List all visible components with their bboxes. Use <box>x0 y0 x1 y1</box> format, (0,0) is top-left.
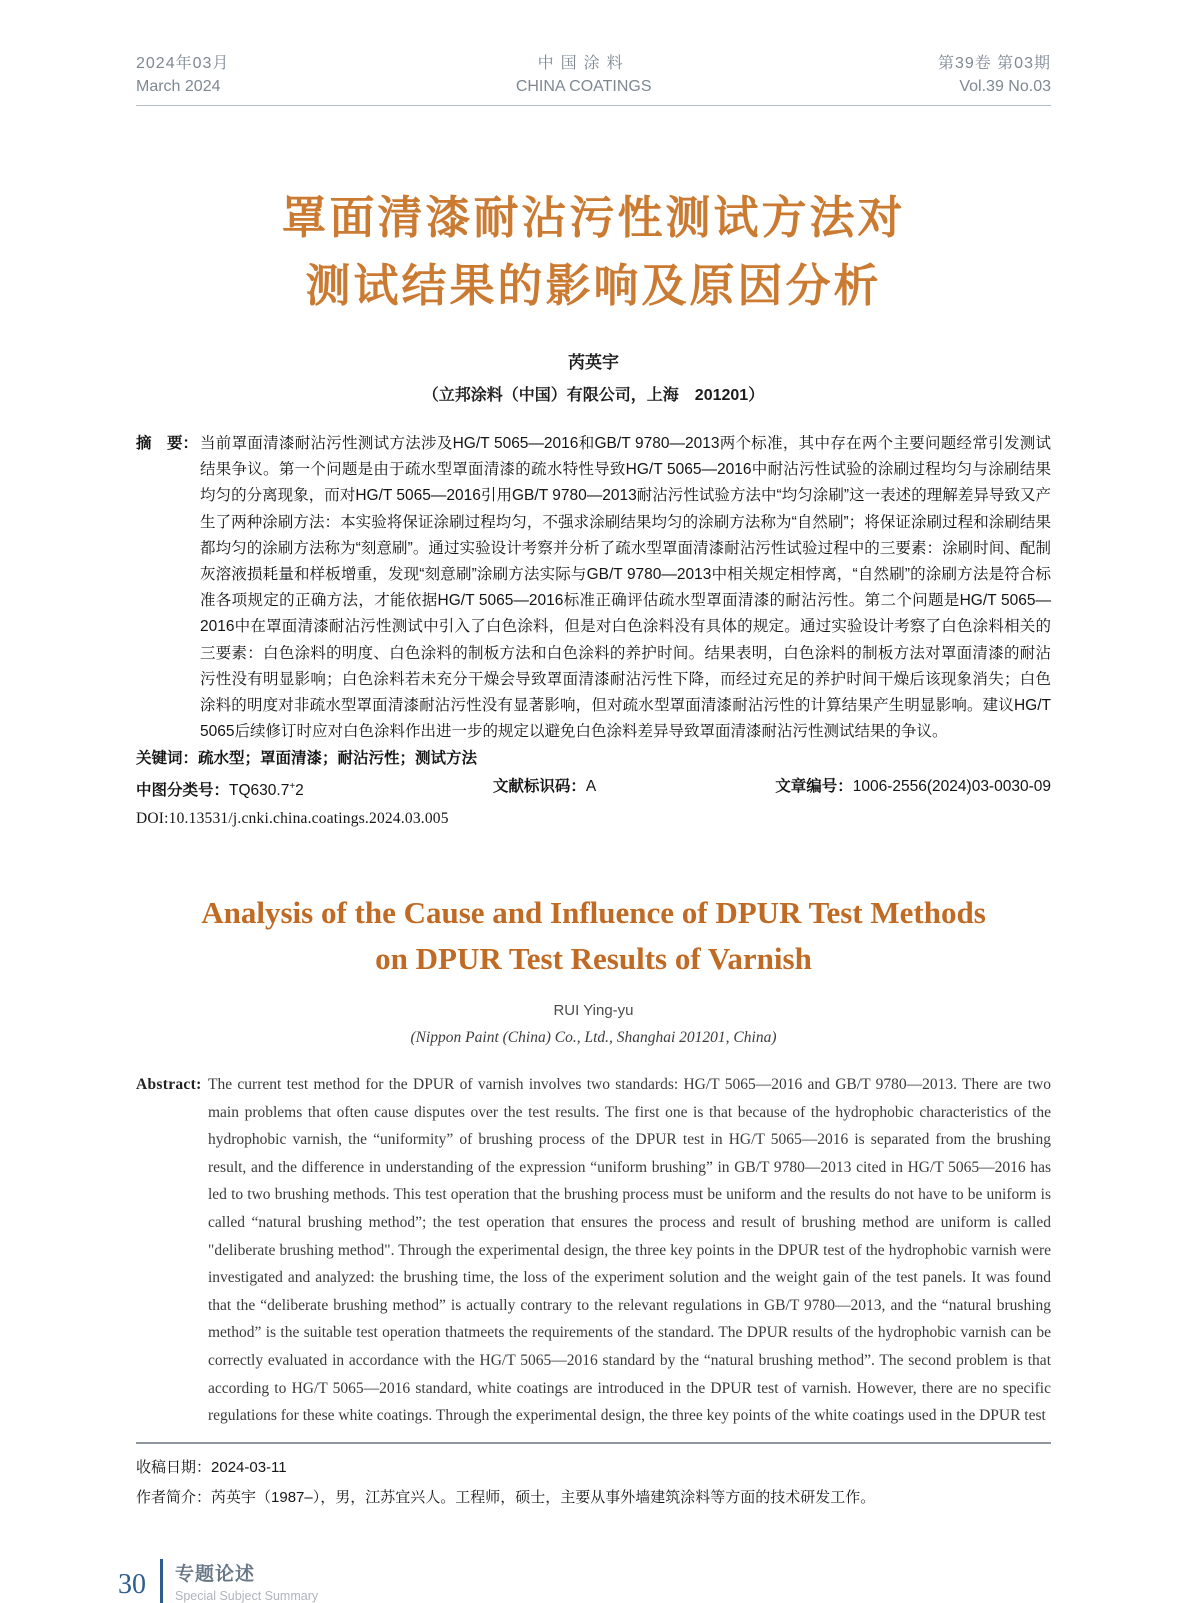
header-volume <box>938 52 1051 98</box>
clc-label: 中图分类号： <box>136 781 230 799</box>
classification-row <box>136 774 1051 804</box>
abstract-en-label: Abstract: <box>136 1076 202 1093</box>
article-title-en-line2: on DPUR Test Results of Varnish <box>375 941 812 976</box>
journal-name-cn: 中国涂料 <box>537 55 630 72</box>
clc-number <box>136 774 493 804</box>
clc-tail: 2 <box>295 781 304 799</box>
document-code <box>493 774 758 804</box>
footnote <box>136 1442 1051 1513</box>
author-bio-label: 作者简介： <box>136 1488 212 1506</box>
clc-value: TQ630.7 <box>229 781 290 799</box>
article-id-label: 文章编号： <box>775 777 853 795</box>
keywords-text: 疏水型；罩面清漆；耐沾污性；测试方法 <box>198 750 478 768</box>
article-title-cn <box>136 184 1051 320</box>
affiliation-en: (Nippon Paint (China) Co., Ltd., Shanghai 201201, China) <box>410 1029 777 1046</box>
author-bio-line <box>136 1483 1051 1513</box>
affiliation-cn: （立邦涂料（中国）有限公司，上海 201201） <box>422 387 765 404</box>
journal-header <box>136 52 1051 106</box>
page-footer <box>118 1559 1051 1603</box>
keywords-line <box>136 746 1051 772</box>
volume-cn: 第39卷 第03期 <box>937 55 1051 72</box>
received-date-line <box>136 1453 1051 1483</box>
author-bio-text: 芮英宇（1987–），男，江苏宜兴人。工程师，硕士，主要从事外墙建筑涂料等方面的技术研发工作。 <box>211 1488 876 1506</box>
abstract-cn-label: 摘 要： <box>136 435 199 452</box>
author-en: RUI Ying-yu <box>553 1002 634 1019</box>
doi: DOI:10.13531/j.cnki.china.coatings.2024.03.005 <box>136 810 449 827</box>
journal-name <box>516 52 652 98</box>
abstract-en <box>136 1071 1051 1430</box>
article-id-value: 1006-2556(2024)03-0030-09 <box>852 777 1051 795</box>
article-title-cn-line2: 测试结果的影响及原因分析 <box>305 260 882 311</box>
issue-date-en: March 2024 <box>136 78 221 95</box>
article-title-en-line1: Analysis of the Cause and Influence of DPUR Test Methods <box>201 895 986 930</box>
volume-en: Vol.39 No.03 <box>959 78 1051 95</box>
header-issue-date <box>136 52 229 98</box>
section-title-en: Special Subject Summary <box>175 1588 319 1603</box>
keywords-label: 关键词： <box>136 750 199 768</box>
abstract-cn-text: 当前罩面清漆耐沾污性测试方法涉及HG/T 5065—2016和GB/T 9780—2013两个标准，其中存在两个主要问题经常引发测试结果争议。第一个问题是由于疏水型罩面清漆的疏水特性导致HG/T 5065—2016中耐沾污性试验的涂刷过程均匀与涂刷结果均匀的分离现象，而对HG/T 5065—2016引用GB/T 9780—2013耐沾污性试验方法中“均匀涂刷”这一表述的理解差异导致又产生了两种涂刷方法：本实验将保证涂刷过程均匀，不强求涂刷结果均匀的涂刷方法称为“自然刷”；将保证涂刷过程和涂刷结果都均匀的涂刷方法称为“刻意刷”。通过实验设计考察并分析了疏水型罩面清漆耐沾污性试验过程中的三要素：涂刷时间、配制灰溶液损耗量和样板增重，发现“刻意刷”涂刷方法实际与GB/T 9780—2013中相关规定相悖离，“自然刷”的涂刷方法是符合标准各项规定的正确方法，才能依据HG/T 5065—2016标准正确评估疏水型罩面清漆的耐沾污性。第二个问题是HG/T 5065—2016中在罩面清漆耐沾污性测试中引入了白色涂料，但是对白色涂料没有具体的规定。通过实验设计考察了白色涂料相关的三要素：白色涂料的明度、白色涂料的制板方法和白色涂料的养护时间。结果表明，白色涂料的制板方法对罩面清漆的耐沾污性没有明显影响；白色涂料若未充分干燥会导致罩面清漆耐沾污性下降，而经过充足的养护时间干燥后该现象消失；白色涂料的明度对非疏水型罩面清漆耐沾污性没有显著影响，但对疏水型罩面清漆耐沾污性的计算结果产生明显影响。建议HG/T 5065后续修订时应对白色涂料作出进一步的规定以避免白色涂料差异导致罩面清漆耐沾污性测试结果的争议。 <box>200 435 1051 741</box>
journal-page <box>118 0 1051 1603</box>
document-code-label: 文献标识码： <box>492 777 586 795</box>
page-number: 30 <box>118 1568 146 1600</box>
article-title-cn-line1: 罩面清漆耐沾污性测试方法对 <box>281 192 906 243</box>
footer-divider <box>160 1559 163 1603</box>
section-label <box>175 1559 318 1603</box>
clc-superscript: + <box>289 780 296 792</box>
document-code-value: A <box>585 777 597 795</box>
received-date-value: 2024-03-11 <box>211 1458 287 1476</box>
section-title-cn: 专题论述 <box>175 1563 256 1585</box>
article-title-en <box>136 890 1051 982</box>
issue-date-cn: 2024年03月 <box>136 55 230 72</box>
author-cn: 芮英宇 <box>568 353 619 372</box>
abstract-en-text: The current test method for the DPUR of varnish involves two standards: HG/T 5065—2016 and GB/T 9780—2013. There are two main problems that often cause disputes over the test results. The first one is that because of the hydrophobic characteristics of the hydrophobic varnish, the “uniformity” of brushing process of the DPUR test in HG/T 5065—2016 is separated from the brushing result, and the difference in understanding of the expression “uniform brushing” in GB/T 9780—2013 cited in HG/T 5065—2016 has led to two brushing methods. This test operation that the brushing process must be uniform and the results do not have to be uniform is called “natural brushing method”; the test operation that ensures the process and result of brushing method are uniform is called "deliberate brushing method". Through the experimental design, the three key points in the DPUR test of the hydrophobic varnish were investigated and analyzed: the brushing time, the loss of the experiment solution and the weight gain of the test panels. It was found that the “deliberate brushing method” is actually contrary to the relevant regulations in GB/T 9780—2013, and the “natural brushing method” is the suitable test operation thatmeets the requirements of the standard. The DPUR results of the hydrophobic varnish can be correctly evaluated in accordance with the HG/T 5065—2016 standard by the “natural brushing method”. The second problem is that according to HG/T 5065—2016 standard, white coatings are introduced in the DPUR test of varnish. However, there are no specific regulations for these white coatings. Through the experimental design, the three key points of the white coatings used in the DPUR test <box>208 1076 1051 1425</box>
journal-name-en: CHINA COATINGS <box>515 78 652 95</box>
abstract-cn <box>136 431 1051 745</box>
article-id <box>758 774 1051 804</box>
received-date-label: 收稿日期： <box>136 1458 212 1476</box>
